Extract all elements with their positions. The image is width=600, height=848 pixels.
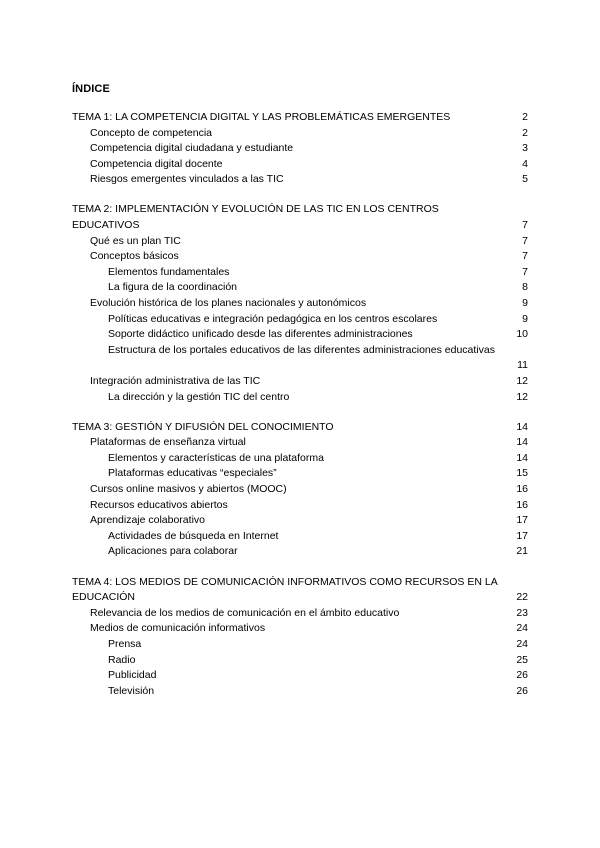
toc-page-number: 12 bbox=[516, 375, 528, 387]
toc-entry-title: Aprendizaje colaborativo bbox=[90, 514, 205, 527]
toc-page-number: 7 bbox=[522, 250, 528, 263]
toc-page-number: 10 bbox=[516, 328, 528, 341]
toc-chapter-entry[interactable] bbox=[72, 202, 528, 233]
toc-page-number: 16 bbox=[516, 498, 528, 511]
toc-entry-title: La figura de la coordinación bbox=[108, 281, 238, 294]
toc-subsection-entry[interactable] bbox=[72, 327, 528, 343]
toc-section-entry[interactable] bbox=[72, 498, 528, 514]
toc-entry-title: Plataformas educativas “especiales” bbox=[108, 467, 277, 480]
toc-entry-title: Prensa bbox=[108, 637, 142, 650]
toc-entry-title: Recursos educativos abiertos bbox=[90, 498, 228, 511]
toc-page-number: 3 bbox=[522, 142, 528, 155]
toc-entry-title: Publicidad bbox=[108, 669, 157, 682]
toc-page-number: 2 bbox=[522, 126, 528, 139]
toc-page-number: 9 bbox=[522, 297, 528, 310]
toc-page-number: 14 bbox=[516, 420, 528, 433]
toc-entry-title: La dirección y la gestión TIC del centro bbox=[108, 390, 290, 403]
toc-entry-title: Políticas educativas e integración pedagógica en los centros escolares bbox=[108, 312, 438, 325]
toc-chapter-entry[interactable] bbox=[72, 420, 528, 436]
toc-entry-title: Televisión bbox=[108, 684, 155, 697]
toc-section-entry[interactable] bbox=[72, 435, 528, 451]
toc-entry-title: Relevancia de los medios de comunicación en el ámbito educativo bbox=[90, 606, 400, 619]
toc-section-entry[interactable] bbox=[72, 126, 528, 142]
toc-entry-title: Medios de comunicación informativos bbox=[90, 622, 266, 635]
toc-page-number: 22 bbox=[516, 591, 528, 604]
toc-section-entry[interactable] bbox=[72, 374, 528, 390]
toc-chapter-entry[interactable] bbox=[72, 110, 528, 126]
toc-section-entry[interactable] bbox=[72, 513, 528, 529]
toc-section-entry[interactable] bbox=[72, 606, 528, 622]
toc-page-number: 26 bbox=[516, 669, 528, 682]
toc-entry-title: Cursos online masivos y abiertos (MOOC) bbox=[90, 483, 287, 496]
toc-entry-title: TEMA 3: GESTIÓN Y DIFUSIÓN DEL CONOCIMIENTO bbox=[72, 420, 334, 433]
toc-page-number: 8 bbox=[522, 281, 528, 294]
toc-section-entry[interactable] bbox=[72, 621, 528, 637]
toc-page-number: 17 bbox=[516, 514, 528, 527]
toc-entry-title: Aplicaciones para colaborar bbox=[108, 545, 238, 558]
toc-subsection-entry[interactable] bbox=[72, 684, 528, 700]
toc-page-number: 24 bbox=[516, 622, 528, 635]
toc-entry-title: Soporte didáctico unificado desde las diferentes administraciones bbox=[108, 328, 413, 341]
table-of-contents bbox=[72, 110, 528, 699]
toc-entry-title: Estructura de los portales educativos de las diferentes administraciones educativas bbox=[108, 343, 495, 356]
toc-subsection-entry[interactable] bbox=[72, 653, 528, 669]
toc-section-entry[interactable] bbox=[72, 482, 528, 498]
toc-entry-title: Integración administrativa de las TIC bbox=[90, 375, 261, 387]
toc-entry-title: TEMA 2: IMPLEMENTACIÓN Y EVOLUCIÓN DE LAS TIC EN LOS CENTROS EDUCATIVOS bbox=[72, 203, 439, 232]
toc-subsection-entry[interactable] bbox=[72, 544, 528, 560]
toc-page-number: 15 bbox=[516, 467, 528, 480]
toc-subsection-entry[interactable] bbox=[72, 529, 528, 545]
toc-page-number: 12 bbox=[516, 390, 528, 403]
toc-entry-title: Elementos y características de una plataforma bbox=[108, 451, 324, 464]
toc-entry-title: Elementos fundamentales bbox=[108, 265, 230, 278]
toc-page-number: 14 bbox=[516, 436, 528, 449]
toc-page-number: 26 bbox=[516, 684, 528, 697]
toc-entry-title: Conceptos básicos bbox=[90, 250, 179, 263]
toc-page-number: 11 bbox=[517, 359, 528, 372]
toc-section-entry[interactable] bbox=[72, 296, 528, 312]
toc-page-number: 7 bbox=[522, 219, 528, 232]
toc-subsection-entry[interactable] bbox=[72, 466, 528, 482]
toc-subsection-entry[interactable] bbox=[72, 390, 528, 406]
toc-subsection-entry[interactable] bbox=[72, 312, 528, 328]
toc-page-number: 9 bbox=[522, 312, 528, 325]
toc-subsection-entry[interactable] bbox=[72, 668, 528, 684]
toc-section-entry[interactable] bbox=[72, 249, 528, 265]
toc-page-number: 4 bbox=[522, 157, 528, 170]
toc-entry-title: Qué es un plan TIC bbox=[90, 234, 181, 247]
toc-entry-title: TEMA 4: LOS MEDIOS DE COMUNICACIÓN INFORMATIVOS COMO RECURSOS EN LA EDUCACIÓN bbox=[72, 575, 498, 604]
toc-subsection-entry[interactable] bbox=[72, 343, 528, 374]
toc-subsection-entry[interactable] bbox=[72, 265, 528, 281]
toc-section-entry[interactable] bbox=[72, 141, 528, 157]
toc-page-number: 23 bbox=[516, 606, 528, 619]
toc-entry-title: Radio bbox=[108, 653, 136, 666]
toc-entry-title: Riesgos emergentes vinculados a las TIC bbox=[90, 173, 284, 186]
toc-entry-title: Concepto de competencia bbox=[90, 126, 212, 139]
toc-entry-title: Evolución histórica de los planes nacionales y autonómicos bbox=[90, 297, 367, 310]
toc-page-number: 7 bbox=[522, 234, 528, 247]
toc-page-number: 2 bbox=[522, 111, 528, 123]
toc-subsection-entry[interactable] bbox=[72, 451, 528, 467]
toc-section-entry[interactable] bbox=[72, 172, 528, 188]
toc-page-number: 24 bbox=[516, 637, 528, 650]
toc-section-entry[interactable] bbox=[72, 157, 528, 173]
toc-entry-title: Plataformas de enseñanza virtual bbox=[90, 436, 246, 449]
toc-chapter-entry[interactable] bbox=[72, 575, 528, 606]
toc-entry-title: Competencia digital ciudadana y estudiante bbox=[90, 142, 294, 155]
toc-page-number: 25 bbox=[516, 653, 528, 666]
toc-section-entry[interactable] bbox=[72, 234, 528, 250]
toc-page-number: 16 bbox=[516, 483, 528, 496]
toc-entry-title: Competencia digital docente bbox=[90, 157, 223, 170]
toc-subsection-entry[interactable] bbox=[72, 637, 528, 653]
toc-page-number: 7 bbox=[522, 265, 528, 278]
toc-entry-title: Actividades de búsqueda en Internet bbox=[108, 529, 279, 542]
page-title: ÍNDICE bbox=[72, 83, 110, 95]
toc-subsection-entry[interactable] bbox=[72, 280, 528, 296]
toc-page-number: 17 bbox=[516, 529, 528, 542]
toc-entry-title: TEMA 1: LA COMPETENCIA DIGITAL Y LAS PROBLEMÁTICAS EMERGENTES bbox=[72, 111, 451, 123]
toc-page-number: 5 bbox=[522, 173, 528, 186]
toc-page-number: 14 bbox=[516, 451, 528, 464]
toc-page-number: 21 bbox=[516, 545, 528, 558]
